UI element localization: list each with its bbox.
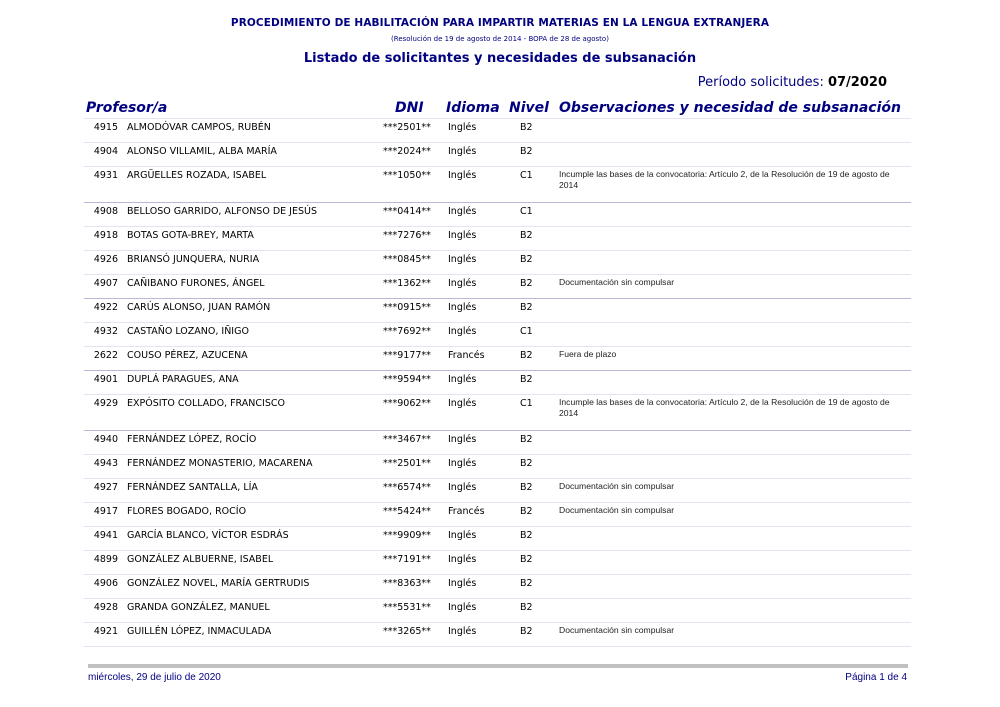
applicant-dni: ***3467**: [383, 434, 431, 445]
applicant-nivel: B2: [520, 254, 533, 265]
applicant-dni: ***5424**: [383, 506, 431, 517]
applicant-name: DUPLÁ PARAGUES, ANA: [127, 374, 239, 385]
applicant-name: FERNÁNDEZ LÓPEZ, ROCÍO: [127, 434, 257, 445]
applicant-idioma: Inglés: [448, 278, 477, 289]
page-number: Página 1 de 4: [845, 672, 907, 683]
table-row: [84, 371, 911, 395]
applicant-name: GARCÍA BLANCO, VÍCTOR ESDRÁS: [127, 530, 289, 541]
table-row: [84, 479, 911, 503]
applicant-dni: ***7692**: [383, 326, 431, 337]
applicant-name: FERNÁNDEZ MONASTERIO, MACARENA: [127, 458, 313, 469]
applicant-id: 4941: [93, 530, 118, 541]
applicant-nivel: B2: [520, 374, 533, 385]
applicant-dni: ***6574**: [383, 482, 431, 493]
column-header-observaciones: Observaciones y necesidad de subsanación: [559, 100, 901, 116]
applicant-idioma: Inglés: [448, 326, 477, 337]
periodo-value: 07/2020: [827, 75, 887, 90]
applicant-name: CAÑIBANO FURONES, ÁNGEL: [127, 278, 265, 289]
applicant-observaciones: Documentación sin compulsar: [559, 505, 675, 515]
applicant-idioma: Inglés: [448, 374, 477, 385]
table-row: [84, 275, 911, 299]
applicant-name: FLORES BOGADO, ROCÍO: [127, 506, 247, 517]
applicant-id: 4901: [93, 374, 118, 385]
applicant-name: CARÚS ALONSO, JUAN RAMÓN: [127, 302, 271, 313]
applicant-nivel: B2: [520, 506, 533, 517]
applicant-id: 4907: [93, 278, 118, 289]
applicants-table: [84, 119, 911, 647]
applicant-id: 4929: [93, 398, 118, 409]
applicant-idioma: Inglés: [448, 206, 477, 217]
applicant-idioma: Inglés: [448, 230, 477, 241]
applicant-name: CASTAÑO LOZANO, IÑIGO: [127, 326, 249, 337]
table-row: [84, 143, 911, 167]
applicant-observaciones: Incumple las bases de la convocatoria: Artículo 2, de la Resolución de 19 de agosto de 2014: [559, 397, 890, 418]
table-row: [84, 575, 911, 599]
periodo-label: Período solicitudes:: [697, 75, 824, 90]
applicant-idioma: Francés: [448, 506, 485, 517]
table-row: [84, 527, 911, 551]
table-header: [84, 100, 911, 119]
applicant-idioma: Inglés: [448, 254, 477, 265]
table-row: [84, 119, 911, 143]
applicant-dni: ***7276**: [383, 230, 431, 241]
table-row: [84, 455, 911, 479]
applicant-dni: ***1050**: [383, 170, 431, 181]
column-header-nivel: Nivel: [509, 100, 549, 116]
applicant-id: 4918: [93, 230, 118, 241]
applicant-nivel: B2: [520, 578, 533, 589]
applicant-dni: ***1362**: [383, 278, 431, 289]
applicant-nivel: B2: [520, 626, 533, 637]
applicant-observaciones: Incumple las bases de la convocatoria: Artículo 2, de la Resolución de 19 de agosto de 2014: [559, 169, 890, 190]
table-row: [84, 203, 911, 227]
applicant-idioma: Inglés: [448, 122, 477, 133]
applicant-idioma: Inglés: [448, 554, 477, 565]
applicant-nivel: B2: [520, 230, 533, 241]
table-row: [84, 623, 911, 647]
applicant-dni: ***0414**: [383, 206, 431, 217]
applicant-nivel: C1: [520, 170, 533, 181]
applicant-nivel: B2: [520, 434, 533, 445]
applicant-nivel: B2: [520, 458, 533, 469]
applicant-nivel: B2: [520, 350, 533, 361]
applicant-name: GONZÁLEZ ALBUERNE, ISABEL: [127, 554, 274, 565]
applicant-name: ARGÜELLES ROZADA, ISABEL: [127, 170, 267, 181]
applicant-idioma: Inglés: [448, 602, 477, 613]
applicant-nivel: B2: [520, 122, 533, 133]
applicant-idioma: Inglés: [448, 458, 477, 469]
applicant-idioma: Francés: [448, 350, 485, 361]
column-header-idioma: Idioma: [446, 100, 500, 116]
applicant-name: FERNÁNDEZ SANTALLA, LÍA: [127, 482, 258, 493]
applicant-observaciones: Documentación sin compulsar: [559, 481, 675, 491]
applicant-dni: ***9594**: [383, 374, 431, 385]
applicant-name: EXPÓSITO COLLADO, FRANCISCO: [127, 398, 285, 409]
table-row: [84, 251, 911, 275]
applicant-id: 4917: [93, 506, 118, 517]
applicant-id: 2622: [93, 350, 118, 361]
table-row: [84, 323, 911, 347]
applicant-name: GUILLÉN LÓPEZ, INMACULADA: [127, 626, 272, 637]
applicant-id: 4899: [93, 554, 118, 565]
applicant-name: COUSO PÉREZ, AZUCENA: [127, 350, 248, 361]
applicant-nivel: B2: [520, 278, 533, 289]
applicant-dni: ***8363**: [383, 578, 431, 589]
applicant-id: 4906: [93, 578, 118, 589]
applicant-nivel: B2: [520, 302, 533, 313]
applicant-dni: ***0915**: [383, 302, 431, 313]
applicant-idioma: Inglés: [448, 626, 477, 637]
footer-date: miércoles, 29 de julio de 2020: [88, 672, 221, 683]
applicant-nivel: C1: [520, 326, 533, 337]
applicant-name: ALMODÓVAR CAMPOS, RUBÉN: [127, 122, 271, 133]
applicant-dni: ***9062**: [383, 398, 431, 409]
applicant-dni: ***0845**: [383, 254, 431, 265]
applicant-dni: ***3265**: [383, 626, 431, 637]
table-row: [84, 395, 911, 431]
applicant-id: 4928: [93, 602, 118, 613]
applicant-name: GRANDA GONZÁLEZ, MANUEL: [127, 602, 270, 613]
applicant-idioma: Inglés: [448, 170, 477, 181]
applicant-id: 4908: [93, 206, 118, 217]
applicant-id: 4922: [93, 302, 118, 313]
applicant-id: 4926: [93, 254, 118, 265]
table-row: [84, 503, 911, 527]
periodo-solicitudes: [698, 75, 887, 90]
applicant-dni: ***5531**: [383, 602, 431, 613]
applicant-nivel: B2: [520, 146, 533, 157]
column-header-profesor: Profesor/a: [86, 100, 168, 116]
applicant-nivel: C1: [520, 206, 533, 217]
applicant-id: 4915: [93, 122, 118, 133]
table-row: [84, 599, 911, 623]
list-heading: Listado de solicitantes y necesidades de subsanación: [303, 51, 697, 66]
applicant-id: 4932: [93, 326, 118, 337]
applicant-name: ALONSO VILLAMIL, ALBA MARÍA: [127, 146, 277, 157]
applicant-idioma: Inglés: [448, 302, 477, 313]
applicant-id: 4921: [93, 626, 118, 637]
footer-divider: [88, 664, 908, 668]
applicant-idioma: Inglés: [448, 146, 477, 157]
applicant-nivel: B2: [520, 602, 533, 613]
applicant-name: GONZÁLEZ NOVEL, MARÍA GERTRUDIS: [127, 578, 310, 589]
applicant-idioma: Inglés: [448, 398, 477, 409]
column-header-dni: DNI: [395, 100, 424, 116]
applicant-id: 4927: [93, 482, 118, 493]
document-title: PROCEDIMIENTO DE HABILITACIÓN PARA IMPARTIR MATERIAS EN LA LENGUA EXTRANJERA: [230, 17, 770, 29]
applicant-id: 4940: [93, 434, 118, 445]
applicant-dni: ***2501**: [383, 458, 431, 469]
applicant-name: BELLOSO GARRIDO, ALFONSO DE JESÚS: [127, 206, 317, 217]
applicant-idioma: Inglés: [448, 434, 477, 445]
table-row: [84, 347, 911, 371]
applicant-idioma: Inglés: [448, 530, 477, 541]
applicant-id: 4931: [93, 170, 118, 181]
applicant-id: 4904: [93, 146, 118, 157]
applicant-dni: ***9909**: [383, 530, 431, 541]
applicant-observaciones: Fuera de plazo: [559, 349, 617, 359]
applicant-observaciones: Documentación sin compulsar: [559, 625, 675, 635]
applicant-idioma: Inglés: [448, 482, 477, 493]
applicant-dni: ***2024**: [383, 146, 431, 157]
table-row: [84, 227, 911, 251]
applicant-nivel: C1: [520, 398, 533, 409]
applicant-nivel: B2: [520, 482, 533, 493]
table-row: [84, 431, 911, 455]
applicant-dni: ***7191**: [383, 554, 431, 565]
applicant-id: 4943: [93, 458, 118, 469]
table-row: [84, 551, 911, 575]
applicant-observaciones: Documentación sin compulsar: [559, 277, 675, 287]
applicant-idioma: Inglés: [448, 578, 477, 589]
applicant-nivel: B2: [520, 530, 533, 541]
applicant-name: BOTAS GOTA-BREY, MARTA: [127, 230, 254, 241]
document-subtitle: (Resolución de 19 de agosto de 2014 - BOPA de 28 de agosto): [391, 35, 609, 43]
table-row: [84, 167, 911, 203]
applicant-nivel: B2: [520, 554, 533, 565]
applicant-dni: ***9177**: [383, 350, 431, 361]
applicant-name: BRIANSÓ JUNQUERA, NURIA: [127, 254, 260, 265]
applicant-dni: ***2501**: [383, 122, 431, 133]
table-row: [84, 299, 911, 323]
